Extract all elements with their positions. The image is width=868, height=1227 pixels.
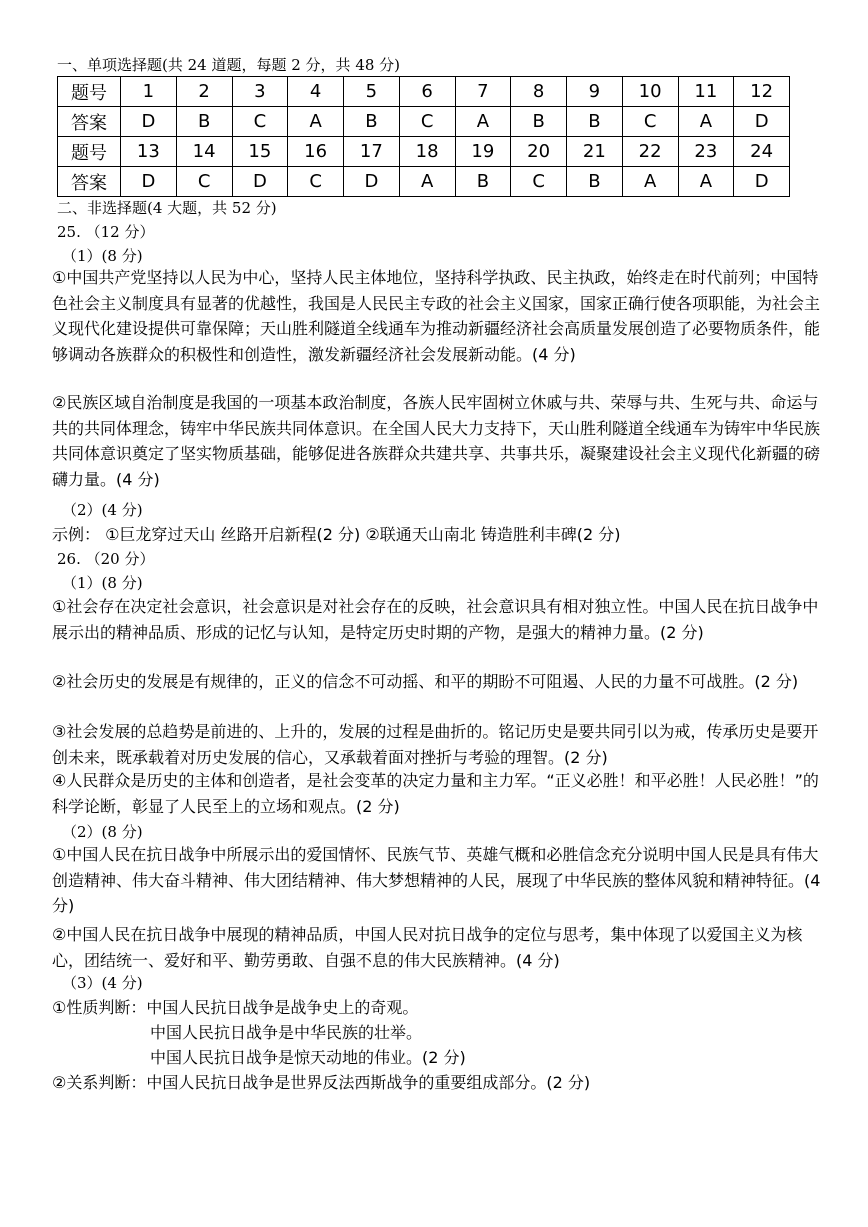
answer-cell: B — [567, 167, 623, 197]
answer-cell: B — [176, 107, 232, 137]
answer-cell: A — [622, 167, 678, 197]
q26-part3-header: （3）(4 分) — [62, 974, 143, 992]
q26-part2-header: （2）(8 分) — [62, 823, 143, 841]
q26-part3-line-4: ②关系判断：中国人民抗日战争是世界反法西斯战争的重要组成部分。(2 分) — [52, 1073, 591, 1092]
question-number: 11 — [678, 77, 734, 107]
q26-part1-item-4: ④人民群众是历史的主体和创造者，是社会变革的决定力量和主力军。“正义必胜！和平必胜！人民必胜！”的科学论断，彰显了人民至上的立场和观点。(2 分) — [52, 771, 819, 816]
section2-title: 二、非选择题(4 大题，共 52 分) — [57, 199, 277, 217]
question-number: 18 — [399, 137, 455, 167]
answer-cell: A — [399, 167, 455, 197]
answer-cell: C — [176, 167, 232, 197]
answer-cell: C — [232, 107, 288, 137]
answer-cell: B — [344, 107, 400, 137]
answer-cell: D — [121, 167, 177, 197]
answer-cell: C — [399, 107, 455, 137]
answer-cell: D — [734, 107, 790, 137]
question-number: 6 — [399, 77, 455, 107]
question-number: 22 — [622, 137, 678, 167]
row-label-question: 题号 — [58, 137, 121, 167]
q26-header: 26. （20 分） — [57, 550, 155, 568]
question-number: 23 — [678, 137, 734, 167]
answer-cell: B — [511, 107, 567, 137]
question-number: 14 — [176, 137, 232, 167]
answer-cell: D — [232, 167, 288, 197]
answer-table — [57, 76, 790, 197]
answer-cell: C — [288, 167, 344, 197]
answer-cell: D — [344, 167, 400, 197]
q26-part1-item-2: ②社会历史的发展是有规律的，正义的信念不可动摇、和平的期盼不可阻遏、人民的力量不可战胜。(2 分) — [52, 672, 799, 691]
question-number: 9 — [567, 77, 623, 107]
question-number: 10 — [622, 77, 678, 107]
question-number: 19 — [455, 137, 511, 167]
question-number: 13 — [121, 137, 177, 167]
question-number: 7 — [455, 77, 511, 107]
answer-cell: D — [121, 107, 177, 137]
q26-part3-line-2: 中国人民抗日战争是中华民族的壮举。 — [150, 1023, 423, 1042]
table-row — [58, 107, 790, 137]
row-label-answer: 答案 — [58, 167, 121, 197]
question-number: 16 — [288, 137, 344, 167]
question-number: 1 — [121, 77, 177, 107]
q26-part2-item-1: ①中国人民在抗日战争中所展示出的爱国情怀、民族气节、英雄气概和必胜信念充分说明中国人民是具有伟大创造精神、伟大奋斗精神、伟大团结精神、伟大梦想精神的人民，展现了中华民族的整体风貌和精神特征。(4 分) — [52, 845, 821, 915]
answer-cell: A — [288, 107, 344, 137]
q26-part2-item-2: ②中国人民在抗日战争中展现的精神品质，中国人民对抗日战争的定位与思考，集中体现了以爱国主义为核心，团结统一、爱好和平、勤劳勇敢、自强不息的伟大民族精神。(4 分) — [52, 925, 803, 970]
question-number: 3 — [232, 77, 288, 107]
q25-part1-header: （1）(8 分) — [62, 247, 143, 265]
answer-cell: A — [455, 107, 511, 137]
table-row — [58, 77, 790, 107]
q26-part3-line-1: ①性质判断：中国人民抗日战争是战争史上的奇观。 — [52, 998, 419, 1017]
section1-title: 一、单项选择题(共 24 道题，每题 2 分，共 48 分) — [57, 56, 401, 74]
q25-header: 25. （12 分） — [57, 223, 155, 241]
row-label-question: 题号 — [58, 77, 121, 107]
question-number: 24 — [734, 137, 790, 167]
q26-part1-item-1: ①社会存在决定社会意识，社会意识是对社会存在的反映，社会意识具有相对独立性。中国人民在抗日战争中展示出的精神品质、形成的记忆与认知，是特定历史时期的产物，是强大的精神力量。(2 分) — [52, 597, 819, 642]
question-number: 4 — [288, 77, 344, 107]
q25-part1-item-2: ②民族区域自治制度是我国的一项基本政治制度，各族人民牢固树立休戚与共、荣辱与共、生死与共、命运与共的共同体理念，铸牢中华民族共同体意识。在全国人民大力支持下，天山胜利隧道全线通车为铸牢中华民族共同体意识奠定了坚实物质基础，能够促进各族群众共建共享、共事共乐，凝聚建设社会主义现代化新疆的磅礴力量。(4 分) — [52, 393, 821, 489]
answer-cell: A — [678, 107, 734, 137]
question-number: 12 — [734, 77, 790, 107]
q26-part1-header: （1）(8 分) — [62, 574, 143, 592]
table-row — [58, 167, 790, 197]
table-row — [58, 137, 790, 167]
question-number: 21 — [567, 137, 623, 167]
question-number: 15 — [232, 137, 288, 167]
row-label-answer: 答案 — [58, 107, 121, 137]
q26-part1-item-3: ③社会发展的总趋势是前进的、上升的，发展的过程是曲折的。铭记历史是要共同引以为戒，传承历史是要开创未来，既承载着对历史发展的信心，又承载着面对挫折与考验的理智。(2 分) — [52, 722, 819, 767]
answer-cell: D — [734, 167, 790, 197]
answer-cell: B — [567, 107, 623, 137]
question-number: 17 — [344, 137, 400, 167]
answer-cell: C — [511, 167, 567, 197]
answer-cell: C — [622, 107, 678, 137]
question-number: 5 — [344, 77, 400, 107]
question-number: 8 — [511, 77, 567, 107]
answer-cell: B — [455, 167, 511, 197]
answer-cell: A — [678, 167, 734, 197]
q25-part2-example: 示例： ①巨龙穿过天山 丝路开启新程(2 分) ②联通天山南北 铸造胜利丰碑(2 分) — [52, 525, 621, 544]
q25-part1-item-1: ①中国共产党坚持以人民为中心，坚持人民主体地位，坚持科学执政、民主执政，始终走在时代前列；中国特色社会主义制度具有显著的优越性，我国是人民民主专政的社会主义国家，国家正确行使各项职能，为社会主义现代化建设提供可靠保障；天山胜利隧道全线通车为推动新疆经济社会高质量发展创造了必要物质条件，能够调动各族群众的积极性和创造性，激发新疆经济社会发展新动能。(4 分) — [52, 268, 821, 364]
question-number: 2 — [176, 77, 232, 107]
q25-part2-header: （2）(4 分) — [62, 501, 143, 519]
question-number: 20 — [511, 137, 567, 167]
q26-part3-line-3: 中国人民抗日战争是惊天动地的伟业。(2 分) — [150, 1048, 466, 1067]
